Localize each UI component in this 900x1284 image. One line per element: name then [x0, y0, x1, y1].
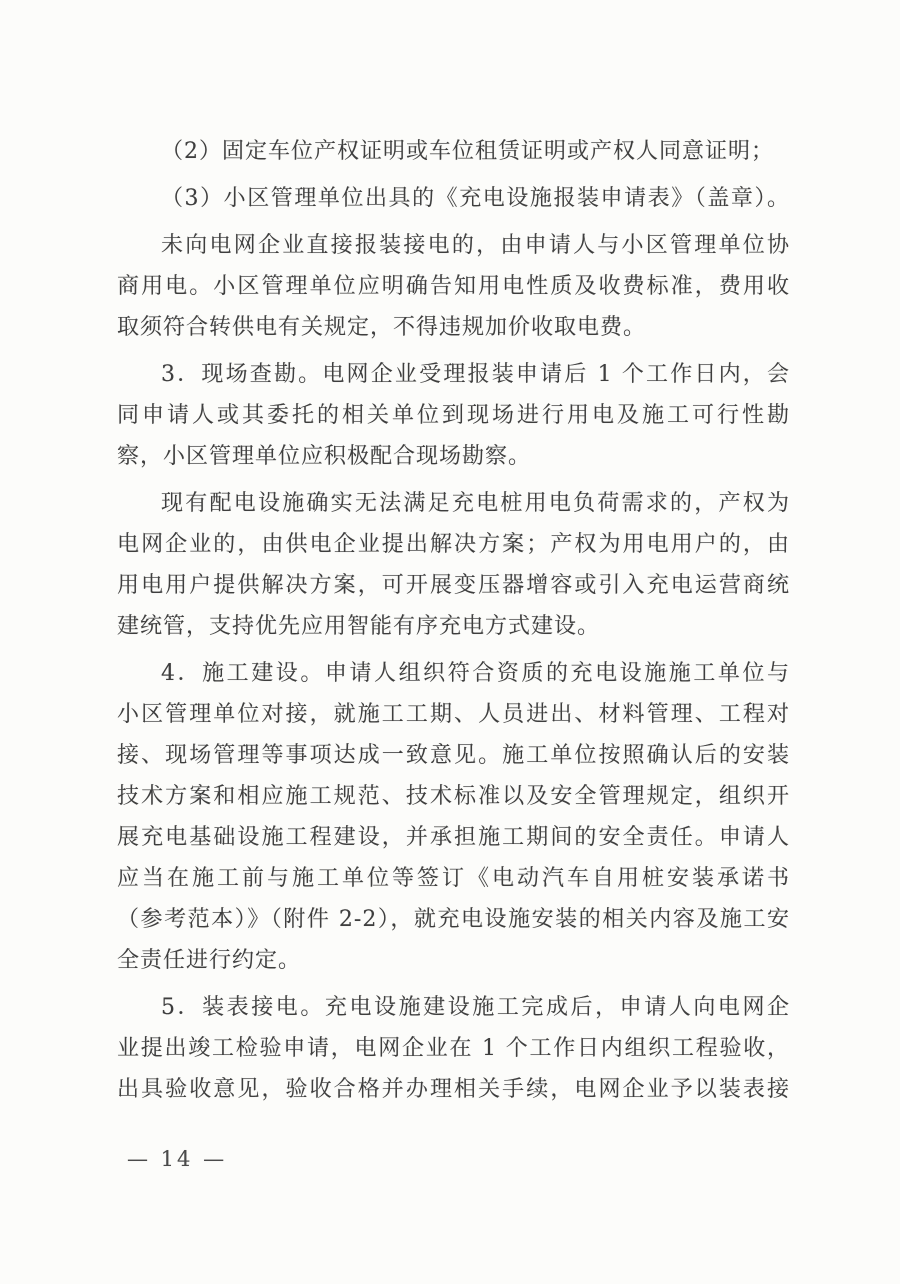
list-item-2 [117, 131, 790, 172]
para-4-construction [117, 653, 790, 981]
text-line: 察，小区管理单位应积极配合现场勘察。 [117, 444, 532, 469]
text-line: 展充电基础设施工程建设，并承担施工期间的安全责任。申请人 [117, 825, 790, 850]
text-line: 同申请人或其委托的相关单位到现场进行用电及施工可行性勘 [117, 403, 790, 428]
text-line: 未向电网企业直接报装接电的，由申请人与小区管理单位协 [161, 233, 790, 258]
text-line: 电网企业的，由供电企业提出解决方案；产权为用电用户的，由 [117, 532, 790, 557]
text-line: 取须符合转供电有关规定，不得违规加价收取电费。 [117, 315, 647, 340]
text-line: （参考范本）》（附件 2-2），就充电设施安装的相关内容及施工安 [117, 907, 790, 932]
text-line: 业提出竣工检验申请，电网企业在 1 个工作日内组织工程验收， [117, 1036, 790, 1061]
text-line: 4．施工建设。申请人组织符合资质的充电设施施工单位与 [161, 661, 790, 686]
text-line: 建统管，支持优先应用智能有序充电方式建设。 [117, 614, 601, 639]
text-line: 全责任进行约定。 [117, 948, 302, 973]
text-line: （3）小区管理单位出具的《充电设施报装申请表》（盖章）。 [161, 186, 790, 211]
text-line: 商用电。小区管理单位应明确告知用电性质及收费标准，费用收 [117, 274, 790, 299]
text-line: 技术方案和相应施工规范、技术标准以及安全管理规定，组织开 [117, 784, 790, 809]
text-line: 3．现场查勘。电网企业受理报装申请后 1 个工作日内，会 [161, 362, 790, 387]
document-body [117, 131, 790, 1116]
para-5-meter-connection [117, 987, 790, 1110]
text-line: （2）固定车位产权证明或车位租赁证明或产权人同意证明； [161, 139, 774, 164]
para-negotiate-power [117, 225, 790, 348]
para-distribution-capacity [117, 483, 790, 647]
list-item-3 [117, 178, 790, 219]
text-line: 用电用户提供解决方案，可开展变压器增容或引入充电运营商统 [117, 573, 790, 598]
text-line: 现有配电设施确实无法满足充电桩用电负荷需求的，产权为 [161, 491, 790, 516]
text-line: 应当在施工前与施工单位等签订《电动汽车自用桩安装承诺书 [117, 866, 790, 891]
text-line: 小区管理单位对接，就施工工期、人员进出、材料管理、工程对 [117, 702, 790, 727]
para-3-site-survey [117, 354, 790, 477]
text-line: 5．装表接电。充电设施建设施工完成后，申请人向电网企 [161, 995, 790, 1020]
page-number: — 14 — [127, 1147, 228, 1171]
text-line: 接、现场管理等事项达成一致意见。施工单位按照确认后的安装 [117, 743, 790, 768]
text-line: 出具验收意见，验收合格并办理相关手续，电网企业予以装表接 [117, 1077, 790, 1102]
